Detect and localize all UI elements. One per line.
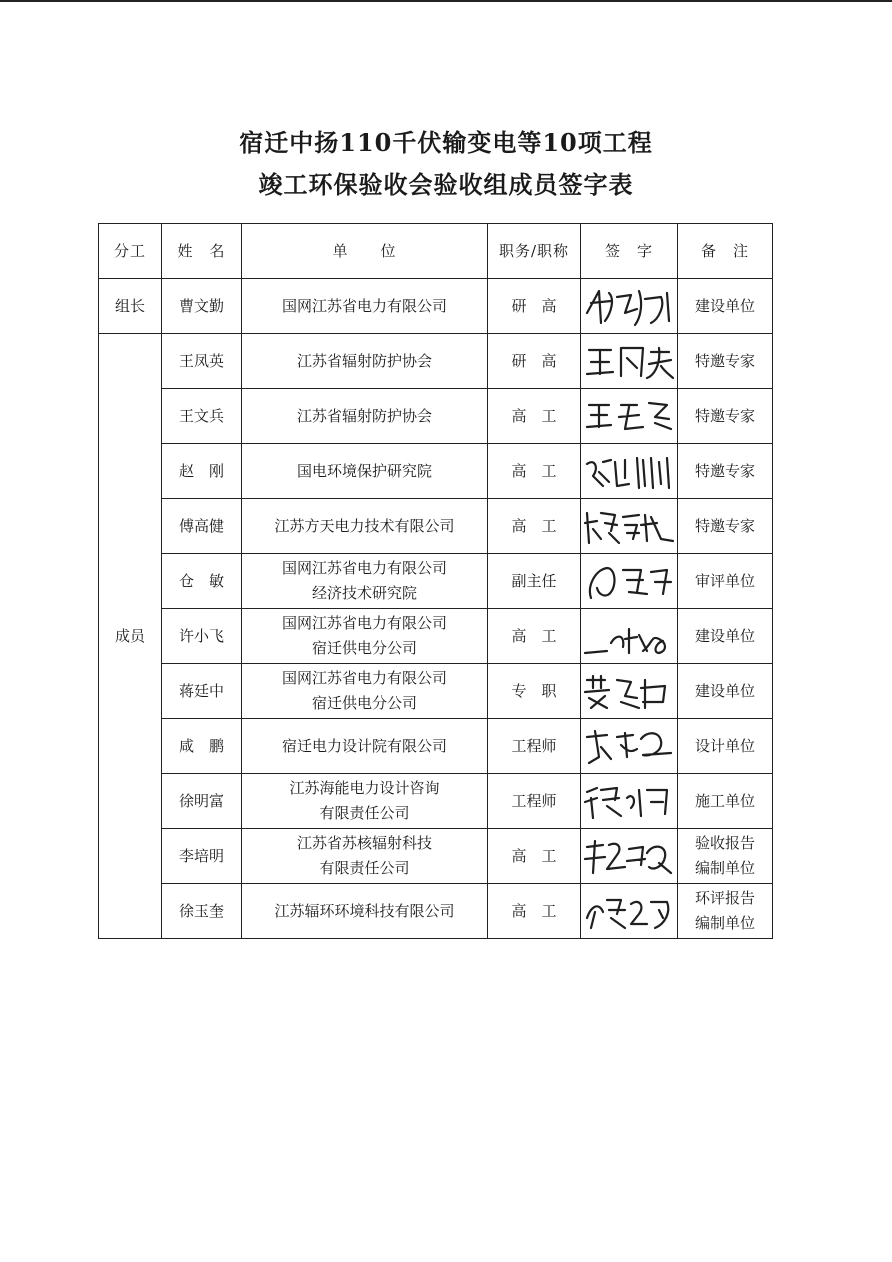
member-row xyxy=(99,609,773,664)
member-signature xyxy=(581,664,678,719)
member-org: 江苏省辐射防护协会 xyxy=(242,334,488,389)
handwritten-signature xyxy=(581,283,677,329)
member-signature xyxy=(581,609,678,664)
member-position: 工程师 xyxy=(488,719,581,774)
handwritten-signature xyxy=(581,393,677,439)
leader-org: 国网江苏省电力有限公司 xyxy=(242,279,488,334)
header-org: 单 位 xyxy=(242,224,488,279)
handwritten-signature xyxy=(581,888,677,934)
handwritten-signature xyxy=(581,778,677,824)
member-remark: 特邀专家 xyxy=(678,334,773,389)
member-position: 高 工 xyxy=(488,389,581,444)
member-org: 江苏海能电力设计咨询 有限责任公司 xyxy=(242,774,488,829)
handwritten-signature xyxy=(581,833,677,879)
member-signature xyxy=(581,499,678,554)
member-org: 江苏辐环环境科技有限公司 xyxy=(242,884,488,939)
member-remark: 特邀专家 xyxy=(678,444,773,499)
member-row xyxy=(99,829,773,884)
leader-remark: 建设单位 xyxy=(678,279,773,334)
member-signature xyxy=(581,774,678,829)
member-org: 江苏省辐射防护协会 xyxy=(242,389,488,444)
member-signature xyxy=(581,334,678,389)
title-line-2: 竣工环保验收会验收组成员签字表 xyxy=(258,170,634,199)
member-row xyxy=(99,664,773,719)
member-row xyxy=(99,334,773,389)
member-position: 高 工 xyxy=(488,444,581,499)
member-row xyxy=(99,884,773,939)
member-position: 高 工 xyxy=(488,499,581,554)
member-name: 王凤英 xyxy=(162,334,242,389)
member-signature xyxy=(581,719,678,774)
handwritten-signature xyxy=(581,723,677,769)
member-remark: 建设单位 xyxy=(678,609,773,664)
member-position: 专 职 xyxy=(488,664,581,719)
member-signature xyxy=(581,554,678,609)
member-org: 国网江苏省电力有限公司 宿迁供电分公司 xyxy=(242,609,488,664)
member-row xyxy=(99,774,773,829)
member-signature xyxy=(581,444,678,499)
member-row xyxy=(99,719,773,774)
members-role: 成员 xyxy=(99,334,162,939)
leader-row xyxy=(99,279,773,334)
member-signature xyxy=(581,829,678,884)
member-name: 蒋廷中 xyxy=(162,664,242,719)
signature-table xyxy=(98,223,773,939)
member-org: 国网江苏省电力有限公司 宿迁供电分公司 xyxy=(242,664,488,719)
member-position: 研 高 xyxy=(488,334,581,389)
member-name: 许小飞 xyxy=(162,609,242,664)
member-remark: 施工单位 xyxy=(678,774,773,829)
handwritten-signature xyxy=(581,338,677,384)
member-name: 仓 敏 xyxy=(162,554,242,609)
leader-name: 曹文勤 xyxy=(162,279,242,334)
member-name: 李培明 xyxy=(162,829,242,884)
member-position: 副主任 xyxy=(488,554,581,609)
member-name: 傅高健 xyxy=(162,499,242,554)
handwritten-signature xyxy=(581,448,677,494)
header-position: 职务/职称 xyxy=(488,224,581,279)
handwritten-signature xyxy=(581,558,677,604)
member-org: 国网江苏省电力有限公司 经济技术研究院 xyxy=(242,554,488,609)
header-signature: 签 字 xyxy=(581,224,678,279)
member-position: 高 工 xyxy=(488,884,581,939)
member-name: 赵 刚 xyxy=(162,444,242,499)
member-remark: 特邀专家 xyxy=(678,389,773,444)
member-org: 江苏省苏核辐射科技 有限责任公司 xyxy=(242,829,488,884)
leader-signature xyxy=(581,279,678,334)
member-org: 国电环境保护研究院 xyxy=(242,444,488,499)
header-name: 姓 名 xyxy=(162,224,242,279)
member-position: 工程师 xyxy=(488,774,581,829)
handwritten-signature xyxy=(581,503,677,549)
header-remark: 备 注 xyxy=(678,224,773,279)
handwritten-signature xyxy=(581,668,677,714)
member-remark: 验收报告 编制单位 xyxy=(678,829,773,884)
header-row xyxy=(99,224,773,279)
member-row xyxy=(99,499,773,554)
member-org: 宿迁电力设计院有限公司 xyxy=(242,719,488,774)
handwritten-signature xyxy=(581,613,677,659)
leader-position: 研 高 xyxy=(488,279,581,334)
document-title xyxy=(0,122,892,206)
member-name: 徐玉奎 xyxy=(162,884,242,939)
member-signature xyxy=(581,884,678,939)
member-name: 徐明富 xyxy=(162,774,242,829)
member-name: 王文兵 xyxy=(162,389,242,444)
leader-role: 组长 xyxy=(99,279,162,334)
member-position: 高 工 xyxy=(488,829,581,884)
member-remark: 设计单位 xyxy=(678,719,773,774)
member-row xyxy=(99,554,773,609)
member-signature xyxy=(581,389,678,444)
page-top-border xyxy=(0,0,892,2)
member-row xyxy=(99,389,773,444)
member-name: 咸 鹏 xyxy=(162,719,242,774)
header-role: 分工 xyxy=(99,224,162,279)
member-remark: 环评报告 编制单位 xyxy=(678,884,773,939)
member-remark: 建设单位 xyxy=(678,664,773,719)
member-org: 江苏方天电力技术有限公司 xyxy=(242,499,488,554)
title-line-1: 宿迁中扬110千伏输变电等10项工程 xyxy=(239,128,653,157)
member-row xyxy=(99,444,773,499)
member-position: 高 工 xyxy=(488,609,581,664)
member-remark: 审评单位 xyxy=(678,554,773,609)
member-remark: 特邀专家 xyxy=(678,499,773,554)
